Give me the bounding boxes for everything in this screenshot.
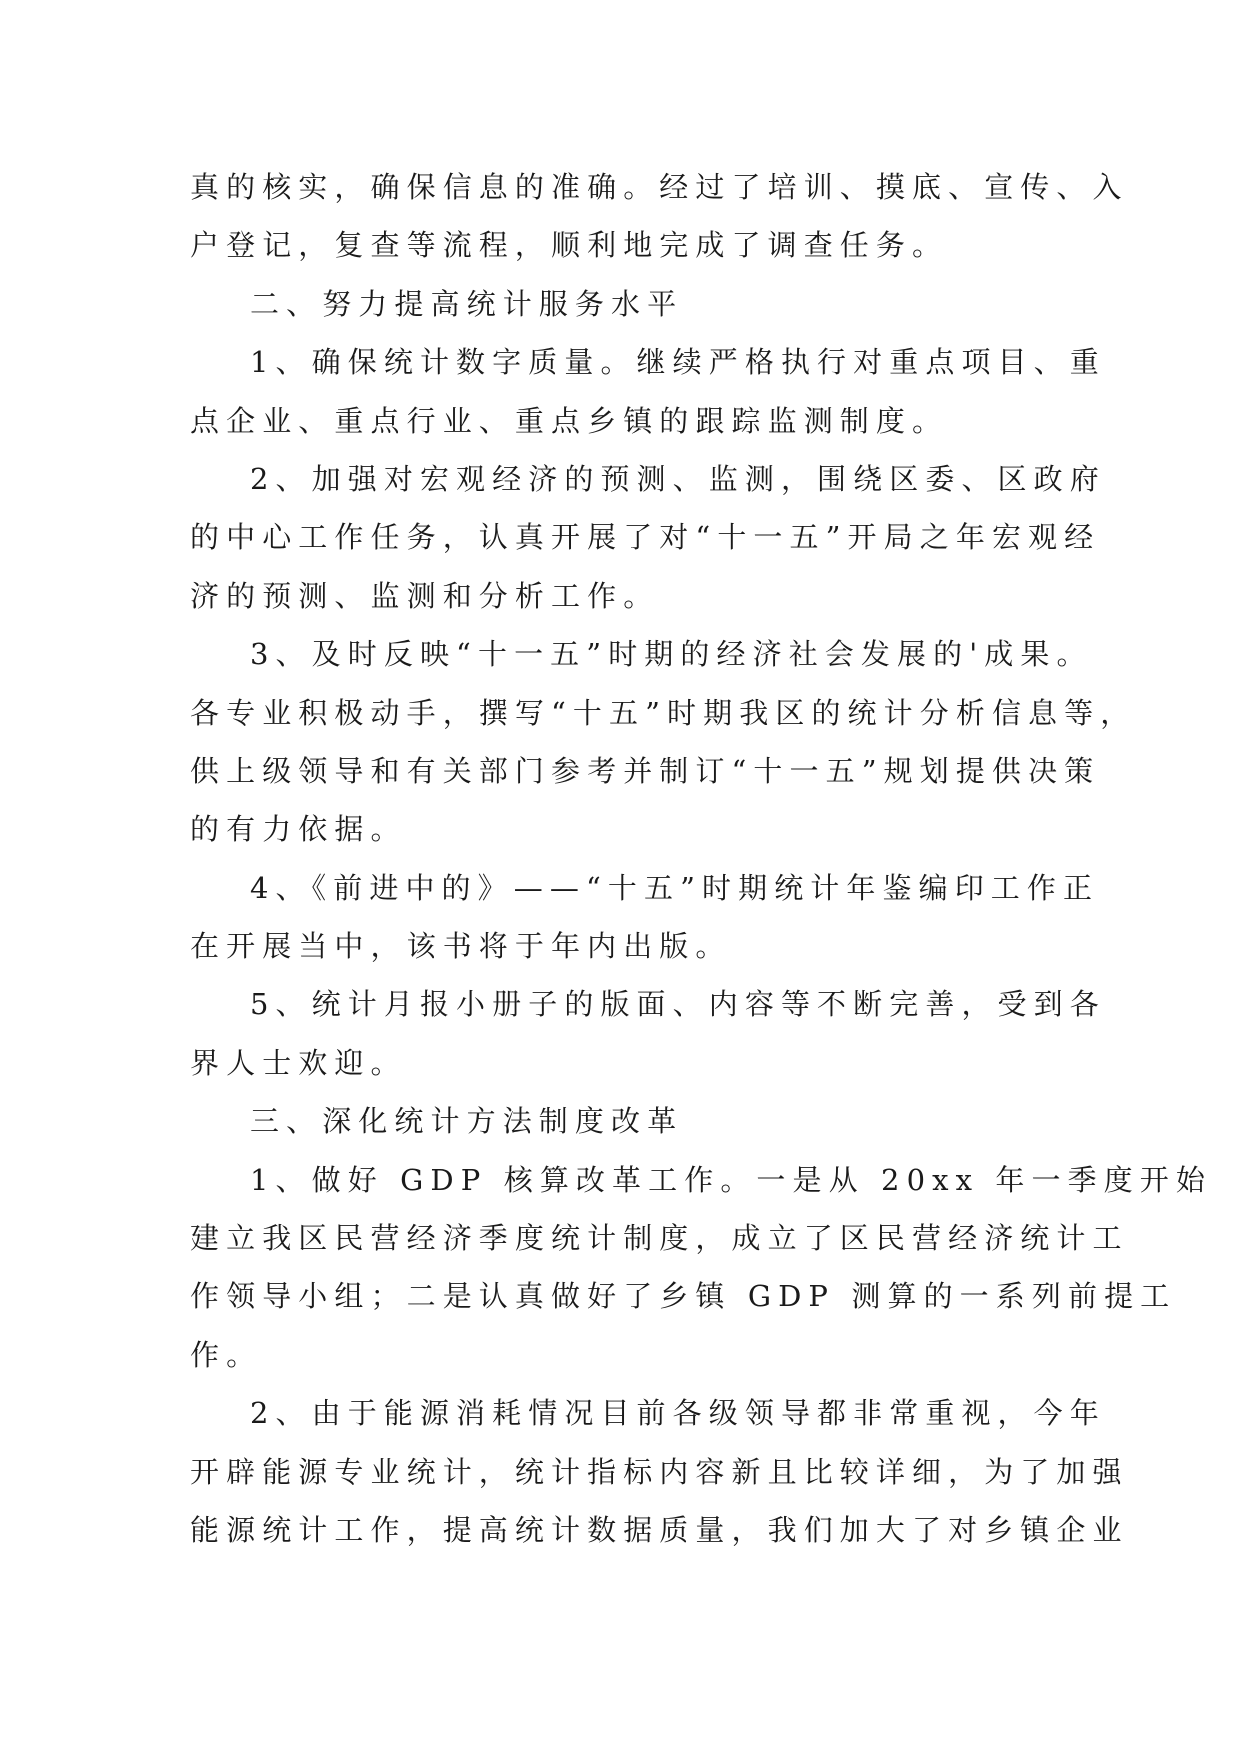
text-line: 户登记，复查等流程，顺利地完成了调查任务。 bbox=[190, 228, 949, 263]
text-line: 1、确保统计数字质量。继续严格执行对重点项目、重 bbox=[250, 345, 1106, 380]
text-line: 的中心工作任务，认真开展了对“十一五”开局之年宏观经 bbox=[190, 520, 1101, 555]
text-line: 的有力依据。 bbox=[190, 812, 407, 847]
text-line: 开辟能源专业统计，统计指标内容新且比较详细，为了加强 bbox=[190, 1454, 1129, 1489]
text-line: 界人士欢迎。 bbox=[190, 1045, 407, 1080]
document-body bbox=[190, 158, 1212, 1559]
text-line: 能源统计工作，提高统计数据质量，我们加大了对乡镇企业 bbox=[190, 1512, 1129, 1547]
text-line: 济的预测、监测和分析工作。 bbox=[190, 578, 660, 613]
text-line: 作。 bbox=[190, 1337, 263, 1372]
text-line: 5、统计月报小册子的版面、内容等不断完善，受到各 bbox=[250, 987, 1106, 1022]
text-line: 建立我区民营经济季度统计制度，成立了区民营经济统计工 bbox=[190, 1221, 1129, 1256]
text-line: 4、《前进中的》——“十五”时期统计年鉴编印工作正 bbox=[250, 870, 1100, 905]
section-heading: 二、努力提高统计服务水平 bbox=[250, 286, 684, 321]
text-line: 3、及时反映“十一五”时期的经济社会发展的'成果。 bbox=[250, 637, 1093, 672]
text-line: 1、做好 GDP 核算改革工作。一是从 20xx 年一季度开始 bbox=[250, 1162, 1212, 1197]
section-heading: 三、深化统计方法制度改革 bbox=[250, 1104, 684, 1139]
text-line: 供上级领导和有关部门参考并制订“十一五”规划提供决策 bbox=[190, 753, 1101, 788]
text-line: 在开展当中，该书将于年内出版。 bbox=[190, 929, 732, 964]
text-line: 2、加强对宏观经济的预测、监测，围绕区委、区政府 bbox=[250, 461, 1106, 496]
text-line: 点企业、重点行业、重点乡镇的跟踪监测制度。 bbox=[190, 403, 949, 438]
text-line: 各专业积极动手，撰写“十五”时期我区的统计分析信息等， bbox=[190, 695, 1137, 730]
text-line: 作领导小组；二是认真做好了乡镇 GDP 测算的一系列前提工 bbox=[190, 1279, 1177, 1314]
text-line: 2、由于能源消耗情况目前各级领导都非常重视，今年 bbox=[250, 1396, 1106, 1431]
text-line: 真的核实，确保信息的准确。经过了培训、摸底、宣传、入 bbox=[190, 170, 1129, 204]
